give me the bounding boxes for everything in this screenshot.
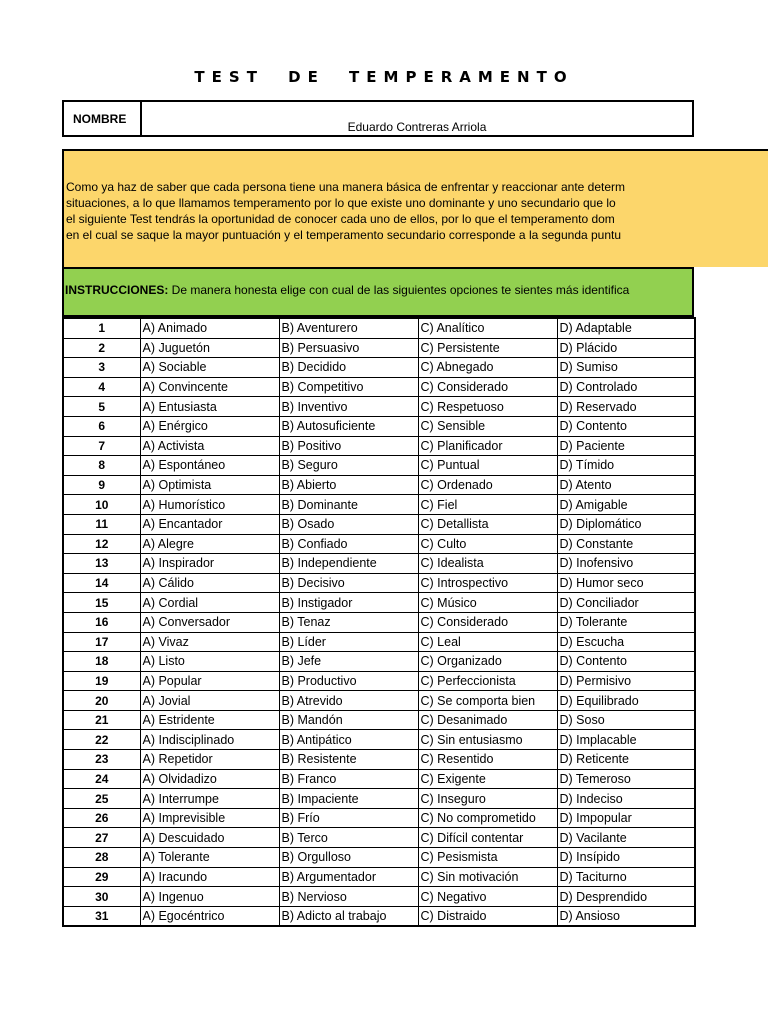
option-b-cell[interactable]: B) Antipático <box>279 730 418 750</box>
option-a-cell[interactable]: A) Activista <box>140 436 279 456</box>
question-number-cell[interactable]: 10 <box>63 495 140 515</box>
question-number-cell[interactable]: 17 <box>63 632 140 652</box>
option-a-cell[interactable]: A) Entusiasta <box>140 397 279 417</box>
question-number-cell[interactable]: 4 <box>63 377 140 397</box>
option-d-cell[interactable]: D) Vacilante <box>557 828 695 848</box>
question-number-cell[interactable]: 27 <box>63 828 140 848</box>
intro-box <box>62 149 768 267</box>
option-c-cell[interactable]: C) No comprometido <box>418 808 557 828</box>
option-a-cell[interactable]: A) Cordial <box>140 593 279 613</box>
table-row <box>63 887 695 907</box>
option-d-cell[interactable]: D) Contento <box>557 652 695 672</box>
option-a-cell[interactable]: A) Repetidor <box>140 750 279 770</box>
option-b-cell[interactable]: B) Impaciente <box>279 789 418 809</box>
option-a-cell[interactable]: A) Optimista <box>140 475 279 495</box>
question-number-cell[interactable]: 26 <box>63 808 140 828</box>
intro-line: en el cual se saque la mayor puntuación y el temperamento secundario corresponde a la segunda puntu <box>66 228 622 242</box>
option-a-cell[interactable]: A) Conversador <box>140 612 279 632</box>
option-b-cell[interactable]: B) Decidido <box>279 358 418 378</box>
question-number-cell[interactable]: 1 <box>63 318 140 338</box>
table-row <box>63 848 695 868</box>
option-c-cell[interactable]: C) Sin motivación <box>418 867 557 887</box>
option-c-cell[interactable]: C) Abnegado <box>418 358 557 378</box>
table-row <box>63 397 695 417</box>
option-c-cell[interactable]: C) Sensible <box>418 416 557 436</box>
option-b-cell[interactable]: B) Autosuficiente <box>279 416 418 436</box>
option-d-cell[interactable]: D) Plácido <box>557 338 695 358</box>
option-b-cell[interactable]: B) Nervioso <box>279 887 418 907</box>
question-number-cell[interactable]: 15 <box>63 593 140 613</box>
option-c-cell[interactable]: C) Organizado <box>418 652 557 672</box>
option-d-cell[interactable]: D) Implacable <box>557 730 695 750</box>
instructions-text <box>65 283 694 297</box>
option-a-cell[interactable]: A) Alegre <box>140 534 279 554</box>
option-c-cell[interactable]: C) Negativo <box>418 887 557 907</box>
option-b-cell[interactable]: B) Instigador <box>279 593 418 613</box>
question-number-cell[interactable]: 30 <box>63 887 140 907</box>
option-b-cell[interactable]: B) Osado <box>279 514 418 534</box>
question-number-cell[interactable]: 12 <box>63 534 140 554</box>
instructions-label: INSTRUCCIONES: <box>65 283 169 297</box>
option-d-cell[interactable]: D) Amigable <box>557 495 695 515</box>
table-row <box>63 377 695 397</box>
option-d-cell[interactable]: D) Indeciso <box>557 789 695 809</box>
option-a-cell[interactable]: A) Egocéntrico <box>140 906 279 926</box>
option-d-cell[interactable]: D) Equilibrado <box>557 691 695 711</box>
option-c-cell[interactable]: C) Considerado <box>418 377 557 397</box>
option-a-cell[interactable]: A) Enérgico <box>140 416 279 436</box>
table-row <box>63 828 695 848</box>
option-a-cell[interactable]: A) Interrumpe <box>140 789 279 809</box>
name-row <box>62 100 694 137</box>
intro-text <box>66 179 768 243</box>
option-a-cell[interactable]: A) Inspirador <box>140 554 279 574</box>
question-number-cell[interactable]: 20 <box>63 691 140 711</box>
option-b-cell[interactable]: B) Tenaz <box>279 612 418 632</box>
question-number-cell[interactable]: 5 <box>63 397 140 417</box>
option-b-cell[interactable]: B) Franco <box>279 769 418 789</box>
option-a-cell[interactable]: A) Estridente <box>140 710 279 730</box>
option-d-cell[interactable]: D) Atento <box>557 475 695 495</box>
question-number-cell[interactable]: 23 <box>63 750 140 770</box>
question-number-cell[interactable]: 14 <box>63 573 140 593</box>
table-row <box>63 495 695 515</box>
name-value-cell[interactable]: Eduardo Contreras Arriola <box>347 120 487 134</box>
option-b-cell[interactable]: B) Seguro <box>279 456 418 476</box>
name-label: NOMBRE <box>64 102 142 135</box>
option-b-cell[interactable]: B) Mandón <box>279 710 418 730</box>
option-c-cell[interactable]: C) Resentido <box>418 750 557 770</box>
option-c-cell[interactable]: C) Perfeccionista <box>418 671 557 691</box>
option-a-cell[interactable]: A) Convincente <box>140 377 279 397</box>
option-c-cell[interactable]: C) Idealista <box>418 554 557 574</box>
question-number-cell[interactable]: 3 <box>63 358 140 378</box>
question-number-cell[interactable]: 24 <box>63 769 140 789</box>
table-row <box>63 730 695 750</box>
option-a-cell[interactable]: A) Listo <box>140 652 279 672</box>
question-number-cell[interactable]: 21 <box>63 710 140 730</box>
option-b-cell[interactable]: B) Líder <box>279 632 418 652</box>
question-number-cell[interactable]: 6 <box>63 416 140 436</box>
table-row <box>63 593 695 613</box>
option-c-cell[interactable]: C) Músico <box>418 593 557 613</box>
option-b-cell[interactable]: B) Frío <box>279 808 418 828</box>
option-d-cell[interactable]: D) Constante <box>557 534 695 554</box>
table-row <box>63 534 695 554</box>
option-a-cell[interactable]: A) Iracundo <box>140 867 279 887</box>
table-row <box>63 789 695 809</box>
intro-line: Como ya haz de saber que cada persona tiene una manera básica de enfrentar y reaccionar ante determ <box>66 180 626 194</box>
option-a-cell[interactable]: A) Encantador <box>140 514 279 534</box>
option-d-cell[interactable]: D) Controlado <box>557 377 695 397</box>
table-row <box>63 554 695 574</box>
option-d-cell[interactable]: D) Escucha <box>557 632 695 652</box>
option-b-cell[interactable]: B) Dominante <box>279 495 418 515</box>
option-d-cell[interactable]: D) Sumiso <box>557 358 695 378</box>
table-row <box>63 514 695 534</box>
option-b-cell[interactable]: B) Persuasivo <box>279 338 418 358</box>
option-c-cell[interactable]: C) Persistente <box>418 338 557 358</box>
question-number-cell[interactable]: 7 <box>63 436 140 456</box>
option-c-cell[interactable]: C) Pesismista <box>418 848 557 868</box>
option-d-cell[interactable]: D) Tímido <box>557 456 695 476</box>
option-a-cell[interactable]: A) Descuidado <box>140 828 279 848</box>
table-row <box>63 338 695 358</box>
question-number-cell[interactable]: 16 <box>63 612 140 632</box>
table-row <box>63 710 695 730</box>
instructions-box <box>62 267 694 317</box>
option-b-cell[interactable]: B) Jefe <box>279 652 418 672</box>
option-b-cell[interactable]: B) Confiado <box>279 534 418 554</box>
table-row <box>63 769 695 789</box>
options-table <box>62 317 696 927</box>
table-row <box>63 808 695 828</box>
question-number-cell[interactable]: 11 <box>63 514 140 534</box>
table-row <box>63 867 695 887</box>
option-c-cell[interactable]: C) Detallista <box>418 514 557 534</box>
option-c-cell[interactable]: C) Inseguro <box>418 789 557 809</box>
option-d-cell[interactable]: D) Tolerante <box>557 612 695 632</box>
option-d-cell[interactable]: D) Reservado <box>557 397 695 417</box>
table-row <box>63 416 695 436</box>
question-number-cell[interactable]: 22 <box>63 730 140 750</box>
option-b-cell[interactable]: B) Aventurero <box>279 318 418 338</box>
table-row <box>63 691 695 711</box>
page-title: TEST DE TEMPERAMENTO <box>194 68 574 86</box>
option-a-cell[interactable]: A) Vivaz <box>140 632 279 652</box>
option-d-cell[interactable]: D) Conciliador <box>557 593 695 613</box>
table-row <box>63 318 695 338</box>
option-d-cell[interactable]: D) Ansioso <box>557 906 695 926</box>
option-b-cell[interactable]: B) Inventivo <box>279 397 418 417</box>
option-c-cell[interactable]: C) Analítico <box>418 318 557 338</box>
option-b-cell[interactable]: B) Resistente <box>279 750 418 770</box>
table-row <box>63 436 695 456</box>
option-a-cell[interactable]: A) Jovial <box>140 691 279 711</box>
option-b-cell[interactable]: B) Orgulloso <box>279 848 418 868</box>
option-d-cell[interactable]: D) Impopular <box>557 808 695 828</box>
option-c-cell[interactable]: C) Respetuoso <box>418 397 557 417</box>
question-number-cell[interactable]: 19 <box>63 671 140 691</box>
table-row <box>63 475 695 495</box>
instructions-body: De manera honesta elige con cual de las siguientes opciones te sientes más identifica <box>168 283 630 297</box>
option-d-cell[interactable]: D) Inofensivo <box>557 554 695 574</box>
option-a-cell[interactable]: A) Indisciplinado <box>140 730 279 750</box>
question-number-cell[interactable]: 31 <box>63 906 140 926</box>
intro-line: el siguiente Test tendrás la oportunidad de conocer cada uno de ellos, por lo que el temperamento dom <box>66 212 615 226</box>
question-number-cell[interactable]: 2 <box>63 338 140 358</box>
option-a-cell[interactable]: A) Olvidadizo <box>140 769 279 789</box>
option-c-cell[interactable]: C) Sin entusiasmo <box>418 730 557 750</box>
table-row <box>63 632 695 652</box>
question-number-cell[interactable]: 29 <box>63 867 140 887</box>
option-d-cell[interactable]: D) Desprendido <box>557 887 695 907</box>
option-b-cell[interactable]: B) Positivo <box>279 436 418 456</box>
option-c-cell[interactable]: C) Ordenado <box>418 475 557 495</box>
option-b-cell[interactable]: B) Terco <box>279 828 418 848</box>
option-c-cell[interactable]: C) Culto <box>418 534 557 554</box>
table-row <box>63 573 695 593</box>
option-a-cell[interactable]: A) Tolerante <box>140 848 279 868</box>
question-number-cell[interactable]: 28 <box>63 848 140 868</box>
option-c-cell[interactable]: C) Puntual <box>418 456 557 476</box>
option-d-cell[interactable]: D) Humor seco <box>557 573 695 593</box>
option-b-cell[interactable]: B) Atrevido <box>279 691 418 711</box>
table-row <box>63 612 695 632</box>
table-row <box>63 906 695 926</box>
question-number-cell[interactable]: 9 <box>63 475 140 495</box>
table-row <box>63 358 695 378</box>
option-a-cell[interactable]: A) Ingenuo <box>140 887 279 907</box>
option-a-cell[interactable]: A) Imprevisible <box>140 808 279 828</box>
question-number-cell[interactable]: 18 <box>63 652 140 672</box>
option-c-cell[interactable]: C) Se comporta bien <box>418 691 557 711</box>
option-d-cell[interactable]: D) Soso <box>557 710 695 730</box>
option-c-cell[interactable]: C) Considerado <box>418 612 557 632</box>
intro-line: situaciones, a lo que llamamos temperamento por lo que existe uno dominante y uno secundario que lo <box>66 196 616 210</box>
option-d-cell[interactable]: D) Temeroso <box>557 769 695 789</box>
option-c-cell[interactable]: C) Leal <box>418 632 557 652</box>
option-a-cell[interactable]: A) Popular <box>140 671 279 691</box>
option-b-cell[interactable]: B) Decisivo <box>279 573 418 593</box>
option-a-cell[interactable]: A) Sociable <box>140 358 279 378</box>
option-d-cell[interactable]: D) Reticente <box>557 750 695 770</box>
option-c-cell[interactable]: C) Distraido <box>418 906 557 926</box>
option-a-cell[interactable]: A) Juguetón <box>140 338 279 358</box>
option-c-cell[interactable]: C) Difícil contentar <box>418 828 557 848</box>
option-a-cell[interactable]: A) Animado <box>140 318 279 338</box>
table-row <box>63 671 695 691</box>
option-c-cell[interactable]: C) Fiel <box>418 495 557 515</box>
option-b-cell[interactable]: B) Argumentador <box>279 867 418 887</box>
option-c-cell[interactable]: C) Planificador <box>418 436 557 456</box>
option-d-cell[interactable]: D) Adaptable <box>557 318 695 338</box>
question-number-cell[interactable]: 25 <box>63 789 140 809</box>
question-number-cell[interactable]: 8 <box>63 456 140 476</box>
option-c-cell[interactable]: C) Introspectivo <box>418 573 557 593</box>
option-d-cell[interactable]: D) Contento <box>557 416 695 436</box>
option-a-cell[interactable]: A) Espontáneo <box>140 456 279 476</box>
option-c-cell[interactable]: C) Desanimado <box>418 710 557 730</box>
option-b-cell[interactable]: B) Adicto al trabajo <box>279 906 418 926</box>
option-b-cell[interactable]: B) Productivo <box>279 671 418 691</box>
option-d-cell[interactable]: D) Taciturno <box>557 867 695 887</box>
option-a-cell[interactable]: A) Cálido <box>140 573 279 593</box>
option-b-cell[interactable]: B) Abierto <box>279 475 418 495</box>
table-row <box>63 456 695 476</box>
option-a-cell[interactable]: A) Humorístico <box>140 495 279 515</box>
table-row <box>63 652 695 672</box>
table-row <box>63 750 695 770</box>
option-d-cell[interactable]: D) Insípido <box>557 848 695 868</box>
option-d-cell[interactable]: D) Paciente <box>557 436 695 456</box>
option-b-cell[interactable]: B) Independiente <box>279 554 418 574</box>
option-d-cell[interactable]: D) Diplomático <box>557 514 695 534</box>
option-b-cell[interactable]: B) Competitivo <box>279 377 418 397</box>
question-number-cell[interactable]: 13 <box>63 554 140 574</box>
option-c-cell[interactable]: C) Exigente <box>418 769 557 789</box>
option-d-cell[interactable]: D) Permisivo <box>557 671 695 691</box>
